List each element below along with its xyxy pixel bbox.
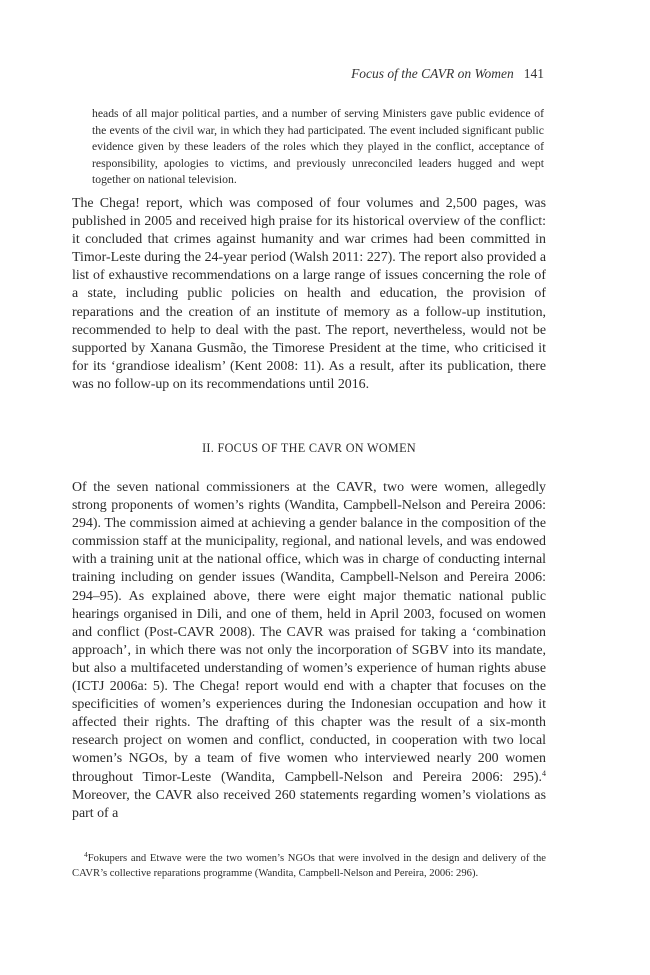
footnote-text: Fokupers and Etwave were the two women’s NGOs that were involved in the design and delivery of the CAVR’s collective reparations programme (Wandita, Campbell-Nelson and Pereira, 2006: 296). bbox=[72, 853, 546, 879]
body-paragraph-2 bbox=[72, 479, 546, 823]
paragraph-2-text: Of the seven national commissioners at the CAVR, two were women, allegedly strong proponents of women’s rights (Wandita, Campbell-Nelson and Pereira 2006: 294). The commission aimed at achieving a gender balance in the composition of the commission staff at the municipality, regional, and national levels, and was endowed with a training unit at the national office, which was in charge of conducting internal training including on gender issues (Wandita, Campbell-Nelson and Pereira 2006: 294–95). As explained above, there were eight major thematic national public hearings organised in Dili, and one of them, held in April 2003, focused on women and conflict (Post-CAVR 2008). The CAVR was praised for taking a ‘combination approach’, in which there was not only the incorporation of SGBV into its mandate, but also a multifaceted understanding of women’s experience of human rights abuse (ICTJ 2006a: 5). The Chega! report would end with a chapter that focuses on the specificities of women’s experiences during the Indonesian occupation and how it affected their rights. The drafting of this chapter was the result of a six-month research project on women and conflict, conducted, in cooperation with two local women’s NGOs, by a team of five women who interviewed nearly 200 women throughout Timor-Leste (Wandita, Campbell-Nelson and Pereira 2006: 295). bbox=[72, 480, 546, 785]
block-quote: heads of all major political parties, and a number of serving Ministers gave public evidence of the events of the civil war, in which they had participated. The event included significant public evidence given by these leaders of the roles which they played in the conflict, acceptance of responsibility, apologies to victims, and previously unreconciled leaders hugged and wept together on national television. bbox=[92, 107, 544, 187]
section-heading: II. FOCUS OF THE CAVR ON WOMEN bbox=[202, 441, 416, 455]
footnote-reference[interactable]: 4 bbox=[542, 768, 546, 778]
footnote-marker: 4 bbox=[84, 850, 88, 859]
paragraph-2-tail: Moreover, the CAVR also received 260 statements regarding women’s violations as part of a bbox=[72, 787, 546, 821]
body-paragraph-1: The Chega! report, which was composed of four volumes and 2,500 pages, was published in 2005 and received high praise for its historical overview of the conflict: it concluded that crimes against humanity and war crimes had been committed in Timor-Leste during the 24-year period (Walsh 2011: 227). The report also provided a list of exhaustive recommendations on a large range of issues concerning the role of a state, including public policies on health and education, the provision of reparations and the creation of an institute of memory as a follow-up institution, recommended to help to deal with the past. The report, nevertheless, would not be supported by Xanana Gusmão, the Timorese President at the time, who criticised it for its ‘grandiose idealism’ (Kent 2008: 11). As a result, after its publication, there was no follow-up on its recommendations until 2016. bbox=[72, 196, 546, 392]
running-title: Focus of the CAVR on Women bbox=[351, 66, 514, 81]
running-header bbox=[72, 66, 544, 82]
footnote bbox=[72, 852, 546, 881]
page-number: 141 bbox=[523, 66, 544, 81]
